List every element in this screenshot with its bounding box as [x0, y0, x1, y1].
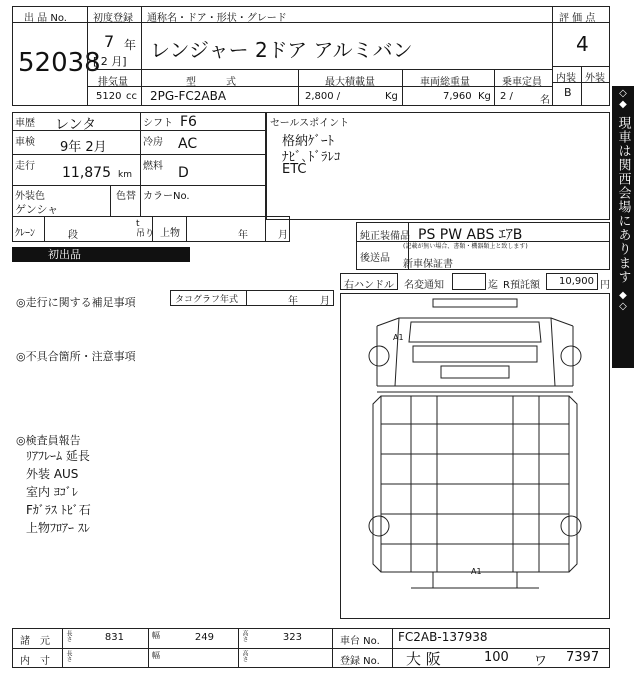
gross-weight-label: 車両総重量: [420, 77, 470, 88]
banner-main-text: 現車は関西会場にあります: [615, 116, 631, 284]
sales-point-3: ETC: [282, 162, 307, 177]
equipment-label: 純正装備品: [360, 231, 410, 242]
lot-number: 52038: [18, 48, 101, 78]
inspector-label: ◎検査員報告: [16, 434, 81, 447]
inspector-line-3: 室内 ﾖｺﾞﾚ: [26, 485, 78, 499]
docs-value: 新車保証書: [403, 259, 453, 270]
recycle-label: R預託額: [503, 280, 540, 291]
history-value: レンタ: [55, 117, 97, 133]
inspector-line-1: ﾘｱﾌﾚｰﾑ 延長: [26, 449, 90, 463]
first-reg-label: 初度登録: [93, 13, 133, 24]
color-label: 外装色: [15, 191, 45, 202]
name-change-box: [452, 273, 486, 290]
venue-banner: [612, 86, 634, 368]
dims-label: 諸 元: [20, 636, 50, 647]
stage-label: 段: [68, 230, 78, 241]
docs-label: 後送品: [360, 253, 390, 264]
width-label: 幅: [152, 631, 160, 640]
damage-mark-rear: A1: [471, 567, 482, 576]
inner-length-label: 長さ: [65, 650, 72, 662]
gross-weight-value: 7,960: [443, 91, 472, 102]
height-label: 高さ: [241, 630, 248, 642]
inspector-line-5: 上物ﾌﾛｱｰ ｽﾚ: [26, 521, 90, 535]
handle-value: 右ハンドル: [344, 280, 394, 291]
tacho-year-unit: 年: [288, 296, 298, 307]
tacho-month-unit: 月: [320, 296, 330, 307]
banner-top-symbols: ◇◆: [617, 88, 629, 110]
yen-unit: 円: [600, 280, 610, 291]
capacity-value: 2 /: [500, 91, 513, 102]
deadline-label: 迄: [488, 280, 498, 291]
year-unit: 年: [124, 38, 137, 52]
history-label: 車歴: [15, 118, 35, 129]
driving-notes-label: ◎走行に関する補足事項: [16, 296, 136, 309]
inspector-line-2: 外装 AUS: [26, 467, 79, 481]
banner-bottom-symbols: ◆◇: [617, 290, 629, 312]
crane-label: ｸﾚｰﾝ: [15, 228, 35, 239]
first-reg-month: [ 2 月]: [93, 55, 127, 68]
kg-unit-1: Kg: [385, 91, 398, 102]
first-listing-tag: 初出品: [12, 247, 190, 262]
inspector-line-4: Fｶﾞﾗｽ ﾄﾋﾞ石: [26, 503, 91, 517]
sales-point-1: 格納ｹﾞｰﾄ: [282, 134, 335, 149]
registration-label: 登録 No.: [340, 656, 380, 667]
docs-note: (記載が無い場合、書類・機器類上と致します): [403, 243, 528, 250]
width-value: 249: [194, 632, 214, 643]
model-value: 2PG-FC2ABA: [150, 89, 227, 103]
chassis-label: 車台 No.: [340, 636, 380, 647]
rating-label: 評 価 点: [559, 13, 596, 24]
sales-point-2: ﾅﾋﾞ､ﾄﾞﾗﾚｺ: [282, 150, 341, 165]
shift-value: F6: [180, 114, 197, 130]
km-unit: km: [118, 170, 132, 180]
length-label: 長さ: [65, 630, 72, 642]
tacho-label: タコグラフ年式: [175, 295, 239, 305]
chassis-value: FC2AB-137938: [398, 630, 488, 644]
name-change-label: 名変通知: [404, 280, 444, 291]
recycle-value: 10,900: [559, 276, 594, 287]
reg-class: 100: [484, 650, 509, 665]
capacity-unit: 名: [540, 95, 550, 106]
upper-body-label: 上物: [160, 228, 180, 239]
ac-value: AC: [178, 136, 198, 152]
max-load-label: 最大積載量: [325, 77, 375, 88]
max-load-value: 2,800 /: [305, 91, 341, 102]
equipment-value: PS PW ABS ｴｱB: [418, 227, 523, 243]
length-value: 831: [104, 632, 124, 643]
lift-label: t 吊り: [136, 219, 155, 239]
damage-mark-front: A1: [393, 333, 404, 342]
color-change-label: 色替: [116, 191, 136, 202]
inner-dims-label: 内 寸: [20, 656, 50, 667]
height-value: 323: [282, 632, 302, 643]
mileage-label: 走行: [15, 161, 35, 172]
displacement-label: 排気量: [98, 77, 128, 88]
kg-unit-2: Kg: [478, 91, 491, 102]
upper-month-unit: 月: [278, 230, 288, 241]
defects-label: ◎不具合箇所・注意事項: [16, 350, 136, 363]
cc-unit: cc: [126, 91, 137, 102]
shift-label: シフト: [143, 118, 173, 129]
interior-grade: B: [564, 86, 572, 99]
reg-kana: ワ: [534, 654, 548, 669]
inspection-label: 車検: [15, 137, 35, 148]
ac-label: 冷房: [143, 137, 163, 148]
displacement-value: 5120: [96, 91, 122, 102]
exterior-grade-label: 外装: [585, 73, 605, 84]
color-no-label: カラーNo.: [143, 191, 190, 202]
inner-width-label: 幅: [152, 651, 160, 660]
car-name: レンジャー 2ドア アルミバン: [150, 38, 413, 62]
reg-number: 7397: [566, 650, 600, 665]
fuel-value: D: [178, 165, 189, 181]
sales-point-label: セールスポイント: [270, 118, 350, 129]
color-value: ゲンシャ: [15, 203, 59, 216]
lot-label: 出 品 No.: [24, 13, 67, 24]
inner-height-label: 高さ: [241, 650, 248, 662]
inspection-value: 9年 2月: [60, 140, 107, 155]
upper-year-unit: 年: [238, 230, 248, 241]
first-reg-year: 7: [104, 32, 115, 51]
model-label: 型 式: [186, 77, 236, 88]
interior-grade-label: 内装: [556, 73, 576, 84]
name-label: 通称名・ドア・形状・グレード: [147, 13, 287, 24]
vehicle-diagram-frame: [340, 293, 610, 619]
fuel-label: 燃料: [143, 161, 163, 172]
reg-region: 大 阪: [406, 650, 441, 668]
rating-value: 4: [576, 32, 589, 56]
mileage-value: 11,875: [62, 165, 111, 181]
capacity-label: 乗車定員: [502, 77, 542, 88]
